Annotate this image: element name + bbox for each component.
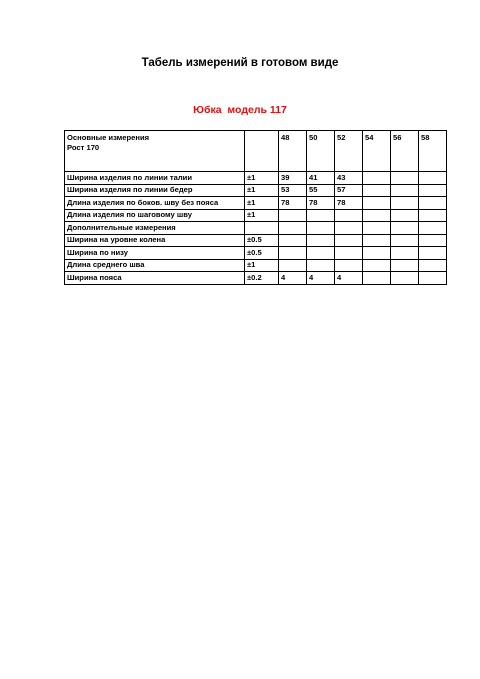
size-value-cell: 4 <box>279 272 307 285</box>
tolerance-cell: ±1 <box>245 209 279 222</box>
tolerance-cell: ±0.2 <box>245 272 279 285</box>
measurement-label-cell: Ширина изделия по линии талии <box>65 172 245 185</box>
tolerance-cell: ±1 <box>245 259 279 272</box>
size-value-cell <box>419 234 447 247</box>
size-value-cell: 55 <box>307 184 335 197</box>
measurement-label-cell: Ширина изделия по линии бедер <box>65 184 245 197</box>
size-value-cell: 53 <box>279 184 307 197</box>
tolerance-cell <box>245 222 279 235</box>
table-row <box>65 247 447 260</box>
size-value-cell: 78 <box>335 197 363 210</box>
size-value-cell <box>363 172 391 185</box>
size-value-cell <box>363 209 391 222</box>
size-value-cell <box>363 234 391 247</box>
table-row <box>65 209 447 222</box>
tolerance-cell: ±0.5 <box>245 234 279 247</box>
document-subtitle: Юбка модель 117 <box>193 104 287 116</box>
measurement-label-cell: Длина среднего шва <box>65 259 245 272</box>
header-size-cell: 50 <box>307 131 335 172</box>
size-value-cell <box>307 247 335 260</box>
size-value-cell <box>279 209 307 222</box>
size-value-cell <box>307 234 335 247</box>
size-value-cell <box>419 197 447 210</box>
size-value-cell <box>279 259 307 272</box>
table-row <box>65 184 447 197</box>
table-row <box>65 272 447 285</box>
size-value-cell <box>335 247 363 260</box>
size-value-cell <box>419 259 447 272</box>
size-value-cell <box>335 259 363 272</box>
size-value-cell <box>363 197 391 210</box>
size-value-cell <box>391 184 419 197</box>
header-tolerance-cell <box>245 131 279 172</box>
measurement-label-cell: Дополнительные измерения <box>65 222 245 235</box>
measurement-label-cell: Длина изделия по шаговому шву <box>65 209 245 222</box>
size-value-cell <box>391 234 419 247</box>
size-value-cell <box>391 247 419 260</box>
header-size-cell: 52 <box>335 131 363 172</box>
header-label-main: Основные измерения <box>67 133 150 142</box>
table-row <box>65 172 447 185</box>
size-value-cell: 41 <box>307 172 335 185</box>
tolerance-cell: ±1 <box>245 172 279 185</box>
size-value-cell <box>391 197 419 210</box>
header-size-cell: 48 <box>279 131 307 172</box>
tolerance-cell: ±1 <box>245 184 279 197</box>
size-value-cell <box>279 247 307 260</box>
size-value-cell <box>307 259 335 272</box>
measurement-table <box>64 130 447 285</box>
size-value-cell <box>335 209 363 222</box>
size-value-cell <box>391 259 419 272</box>
size-value-cell: 57 <box>335 184 363 197</box>
size-value-cell <box>363 259 391 272</box>
size-value-cell <box>335 222 363 235</box>
table-row <box>65 222 447 235</box>
measurement-label-cell: Ширина по низу <box>65 247 245 260</box>
size-value-cell <box>307 209 335 222</box>
measurement-label-cell: Длина изделия по боков. шву без пояса <box>65 197 245 210</box>
size-value-cell <box>419 184 447 197</box>
size-value-cell: 78 <box>279 197 307 210</box>
size-value-cell <box>363 184 391 197</box>
document-title: Табель измерений в готовом виде <box>141 57 339 69</box>
size-value-cell <box>419 209 447 222</box>
size-value-cell: 78 <box>307 197 335 210</box>
size-value-cell <box>279 222 307 235</box>
size-value-cell: 4 <box>307 272 335 285</box>
size-value-cell <box>363 247 391 260</box>
table-row <box>65 197 447 210</box>
size-value-cell <box>335 234 363 247</box>
header-size-cell: 58 <box>419 131 447 172</box>
header-size-cell: 56 <box>391 131 419 172</box>
size-value-cell <box>391 222 419 235</box>
size-value-cell: 4 <box>335 272 363 285</box>
size-value-cell <box>391 172 419 185</box>
table-header-row <box>65 131 447 172</box>
table-row <box>65 259 447 272</box>
size-value-cell <box>419 247 447 260</box>
table-row <box>65 234 447 247</box>
header-label-height: Рост 170 <box>67 143 100 152</box>
header-size-cell: 54 <box>363 131 391 172</box>
measurement-label-cell: Ширина пояса <box>65 272 245 285</box>
size-value-cell <box>419 272 447 285</box>
size-value-cell: 39 <box>279 172 307 185</box>
size-value-cell <box>419 172 447 185</box>
measurement-label-cell: Ширина на уровне колена <box>65 234 245 247</box>
header-label-cell <box>65 131 245 172</box>
size-value-cell <box>391 209 419 222</box>
size-value-cell <box>391 272 419 285</box>
size-value-cell <box>363 272 391 285</box>
tolerance-cell: ±1 <box>245 197 279 210</box>
size-value-cell <box>279 234 307 247</box>
size-value-cell: 43 <box>335 172 363 185</box>
tolerance-cell: ±0.5 <box>245 247 279 260</box>
size-value-cell <box>307 222 335 235</box>
size-value-cell <box>419 222 447 235</box>
size-value-cell <box>363 222 391 235</box>
